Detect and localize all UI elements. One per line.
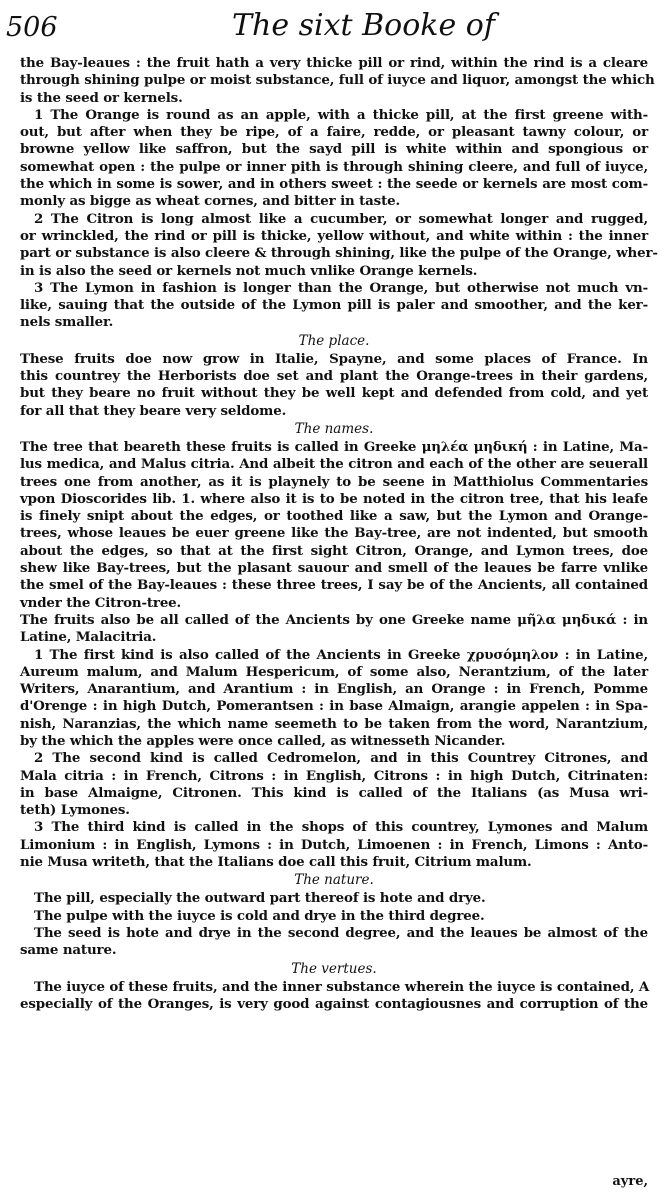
- text-line: nie Musa writeth, that the Italians doe call this fruit, Citrium malum.: [20, 854, 532, 871]
- text-line: Aureum malum, and Malum Hespericum, of some also, Nerantzium, of the later: [20, 663, 648, 680]
- text-line: The iuyce of these fruits, and the inner substance wherein the iuyce is contained, A: [34, 978, 650, 995]
- text-line: d'Orenge : in high Dutch, Pomerantsen : in base Almaign, arangie appelen : in Spa-: [20, 698, 648, 715]
- text-line: 2 The Citron is long almost like a cucumber, or somewhat longer and rugged,: [34, 210, 648, 227]
- text-line: 3 The Lymon in fashion is longer than the Orange, but otherwise not much vn-: [34, 279, 648, 296]
- text-line: The seed is hote and drye in the second degree, and the leaues be almost of the: [34, 924, 648, 941]
- text-line: Latine, Malacitria.: [20, 629, 157, 646]
- text-line: The tree that beareth these fruits is called in Greeke μηλέα μηδική : in Latine, Ma-: [20, 438, 648, 455]
- text-line: The fruits also be all called of the Ancients by one Greeke name μῆλα μηδικά : in: [20, 611, 648, 628]
- text-line: for all that they beare very seldome.: [20, 402, 287, 419]
- text-line: vpon Dioscorides lib. 1. where also it is to be noted in the citron tree, that his leafe: [20, 490, 648, 507]
- text-line: Limonium : in English, Lymons : in Dutch, Limoenen : in French, Limons : Anto-: [20, 836, 648, 853]
- text-line: teth) Lymones.: [20, 802, 130, 819]
- text-line: somewhat open : the pulpe or inner pith is through shining cleere, and full of iuyce,: [20, 158, 648, 175]
- text-line: 1 The first kind is also called of the Ancients in Greeke χρυσόμηλον : in Latine,: [34, 646, 648, 663]
- page-body: [20, 55, 658, 1013]
- catchword: ayre,: [612, 1174, 648, 1189]
- text-line: is the seed or kernels.: [20, 89, 183, 106]
- text-line: by the which the apples were once called, as witnesseth Nicander.: [20, 732, 506, 749]
- text-line: in is also the seed or kernels not much vnlike Orange kernels.: [20, 262, 478, 279]
- section-heading: The nature.: [294, 872, 374, 889]
- text-line: nish, Naranzias, the which name seemeth to be taken from the word, Narantzium,: [20, 715, 648, 732]
- text-line: about the edges, so that at the first sight Citron, Orange, and Lymon trees, doe: [20, 542, 648, 559]
- section-heading: The place.: [298, 332, 370, 349]
- text-line: the Bay-leaues : the fruit hath a very thicke pill or rind, within the rind is a cleare: [20, 55, 648, 71]
- text-line: especially of the Oranges, is very good against contagiousnes and corruption of the: [20, 995, 648, 1012]
- text-line: part or substance is also cleere & through shining, like the pulpe of the Orange, wher-: [20, 245, 658, 262]
- page-header: [0, 0, 672, 50]
- text-line: this countrey the Herborists doe set and plant the Orange-trees in their gardens,: [20, 368, 648, 385]
- text-line: The pulpe with the iuyce is cold and drye in the third degree.: [34, 907, 485, 924]
- text-line: trees, whose leaues be euer greene like the Bay-tree, are not indented, but smooth: [20, 525, 648, 542]
- text-line: the which in some is sower, and in others sweet : the seede or kernels are most com-: [20, 176, 648, 193]
- text-line: The pill, especially the outward part thereof is hote and drye.: [34, 890, 486, 907]
- text-line: but they beare no fruit without they be well kept and defended from cold, and yet: [20, 385, 648, 402]
- section-heading: The vertues.: [291, 960, 377, 977]
- text-line: through shining pulpe or moist substance, full of iuyce and liquor, amongst the which: [20, 72, 655, 89]
- text-line: in base Almaigne, Citronen. This kind is called of the Italians (as Musa wri-: [20, 784, 648, 801]
- text-line: is finely snipt about the edges, or toothed like a saw, but the Lymon and Orange-: [20, 508, 648, 525]
- text-line: lus medica, and Malus citria. And albeit the citron and each of the other are seuerall: [20, 456, 648, 473]
- text-line: shew like Bay-trees, but the plasant sauour and smell of the leaues be farre vnlike: [20, 560, 648, 577]
- text-line: 3 The third kind is called in the shops of this countrey, Lymones and Malum: [34, 819, 648, 836]
- text-line: same nature.: [20, 942, 117, 959]
- text-line: Writers, Anarantium, and Arantium : in English, an Orange : in French, Pomme: [20, 681, 648, 698]
- text-line: These fruits doe now grow in Italie, Spayne, and some places of France. In: [20, 350, 648, 367]
- text-line: monly as bigge as wheat cornes, and bitter in taste.: [20, 193, 400, 210]
- text-line: nels smaller.: [20, 314, 114, 331]
- text-line: browne yellow like saffron, but the sayd pill is white within and spongious or: [20, 141, 648, 158]
- text-line: 1 The Orange is round as an apple, with a thicke pill, at the first greene with-: [34, 106, 648, 123]
- page-number: 506: [6, 12, 58, 43]
- section-heading: The names.: [294, 420, 374, 437]
- text-line: vnder the Citron-tree.: [20, 594, 182, 611]
- text-line: trees one from another, as it is playnely to be seene in Matthiolus Commentaries: [20, 473, 648, 490]
- running-title: The sixt Booke of: [232, 8, 495, 43]
- text-line: or wrinckled, the rind or pill is thicke, yellow without, and white within : the inner: [20, 227, 648, 244]
- text-line: the smel of the Bay-leaues : these three trees, I say be of the Ancients, all contained: [20, 577, 648, 594]
- text-line: 2 The second kind is called Cedromelon, and in this Countrey Citrones, and: [34, 750, 648, 767]
- text-line: Mala citria : in French, Citrons : in English, Citrons : in high Dutch, Citrinaten:: [20, 767, 648, 784]
- text-line: like, sauing that the outside of the Lymon pill is paler and smoother, and the ker-: [20, 297, 648, 314]
- text-line: out, but after when they be ripe, of a faire, redde, or pleasant tawny colour, or: [20, 124, 648, 141]
